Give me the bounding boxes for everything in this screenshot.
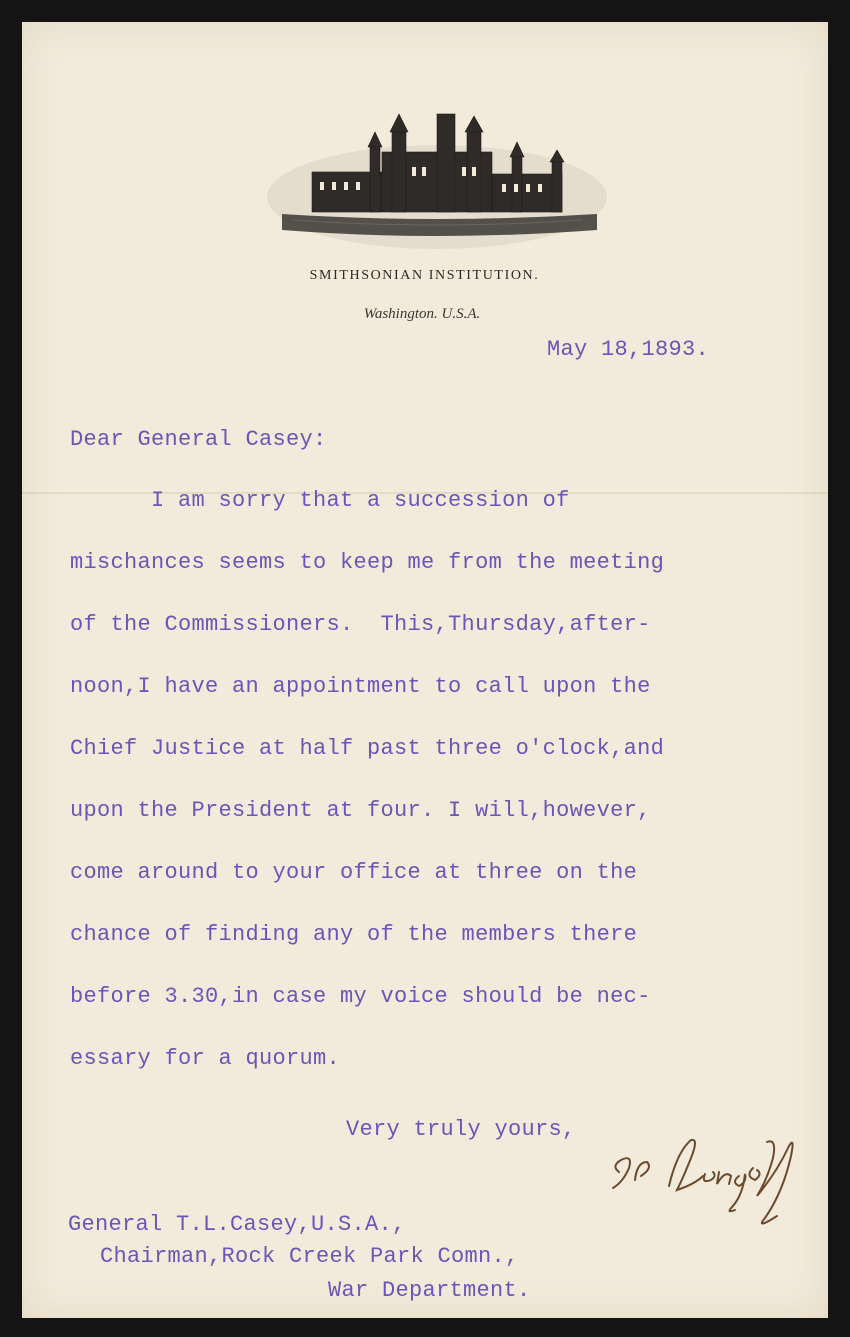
- addressee-line: War Department.: [328, 1278, 531, 1303]
- body-line: come around to your office at three on the: [70, 860, 638, 885]
- letter-date: May 18,1893.: [547, 337, 710, 362]
- letter-page: [22, 22, 828, 1318]
- closing: Very truly yours,: [346, 1117, 576, 1142]
- salutation: Dear General Casey:: [70, 427, 327, 452]
- body-line: before 3.30,in case my voice should be nec-: [70, 984, 651, 1009]
- body-line: essary for a quorum.: [70, 1046, 341, 1071]
- body-line: I am sorry that a succession of: [70, 488, 570, 513]
- body-line: upon the President at four. I will,however,: [70, 798, 651, 823]
- addressee-line: Chairman,Rock Creek Park Comn.,: [100, 1244, 519, 1269]
- body-line: of the Commissioners. This,Thursday,after-: [70, 612, 651, 637]
- handwritten-signature: [607, 1132, 817, 1232]
- body-line: Chief Justice at half past three o'clock,and: [70, 736, 665, 761]
- letterhead-city: Washington. U.S.A.: [363, 306, 481, 322]
- body-line: mischances seems to keep me from the meeting: [70, 550, 665, 575]
- body-line: noon,I have an appointment to call upon the: [70, 674, 651, 699]
- body-line: chance of finding any of the members there: [70, 922, 638, 947]
- institution-name: SMITHSONIAN INSTITUTION.: [309, 268, 540, 283]
- smithsonian-castle-engraving: [262, 102, 612, 252]
- addressee-line: General T.L.Casey,U.S.A.,: [68, 1212, 406, 1237]
